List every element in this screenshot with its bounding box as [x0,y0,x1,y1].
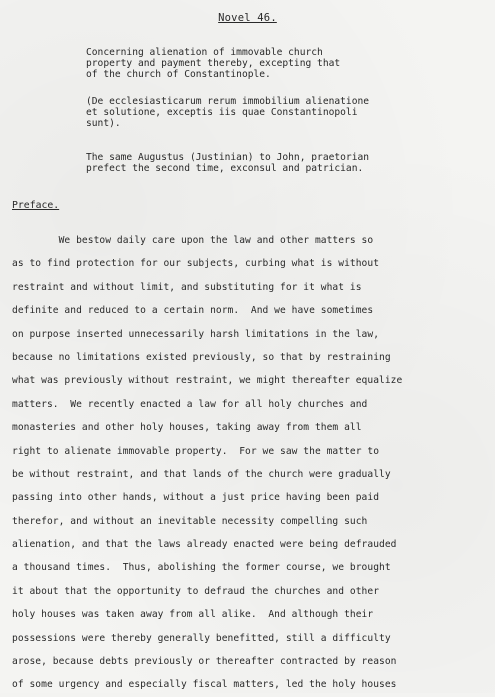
body-line: matters. We recently enacted a law for all holy churches and [12,398,368,410]
address-intro [86,152,486,174]
preface-body [12,229,490,697]
document-title: Novel 46. [218,12,277,24]
body-line: restraint and without limit, and substituting for it what is [12,281,362,293]
intro-line: prefect the second time, exconsul and patrician. [86,163,364,174]
body-line: of some urgency and especially fiscal matters, led the holy houses [12,679,397,691]
body-line: We bestow daily care upon the law and other matters so [12,235,374,246]
subject-line: property and payment thereby, excepting that [86,58,341,69]
body-line: therefor, and without an inevitable necessity compelling such [12,515,368,527]
latin-line: et solutione, exceptis iis quae Constantinopoli [86,107,358,118]
body-line: arose, because debts previously or thereafter contracted by reason [12,656,397,668]
body-line: a thousand times. Thus, abolishing the former course, we brought [12,562,391,574]
body-line: monasteries and other holy houses, taking away from them all [12,422,362,434]
subject-english [86,47,466,80]
body-line: passing into other hands, without a just price having been paid [12,492,380,504]
body-line: holy houses was taken away from all alike. And although their [12,609,374,621]
body-line: alienation, and that the laws already enacted were being defrauded [12,539,397,551]
body-line: right to alienate immovable property. For we saw the matter to [12,445,380,457]
body-line: because no limitations existed previously, so that by restraining [12,351,391,363]
subject-latin [86,96,466,129]
body-line: it about that the opportunity to defraud the churches and other [12,585,380,597]
preface-heading: Preface. [12,200,60,211]
latin-line: (De ecclesiasticarum rerum immobilium alienatione [86,96,370,107]
intro-line: The same Augustus (Justinian) to John, praetorian [86,152,370,163]
body-line: be without restraint, and that lands of the church were gradually [12,468,391,480]
body-line: possessions were thereby generally benefitted, still a difficulty [12,632,391,644]
subject-line: Concerning alienation of immovable church [86,47,323,58]
latin-line: sunt). [86,118,121,129]
body-line: what was previously without restraint, we might thereafter equalize [12,375,403,387]
body-line: on purpose inserted unnecessarily harsh limitations in the law, [12,328,380,340]
subject-line: of the church of Constantinople. [86,69,271,80]
body-line: definite and reduced to a certain norm. And we have sometimes [12,305,374,317]
body-line: as to find protection for our subjects, curbing what is without [12,258,380,270]
